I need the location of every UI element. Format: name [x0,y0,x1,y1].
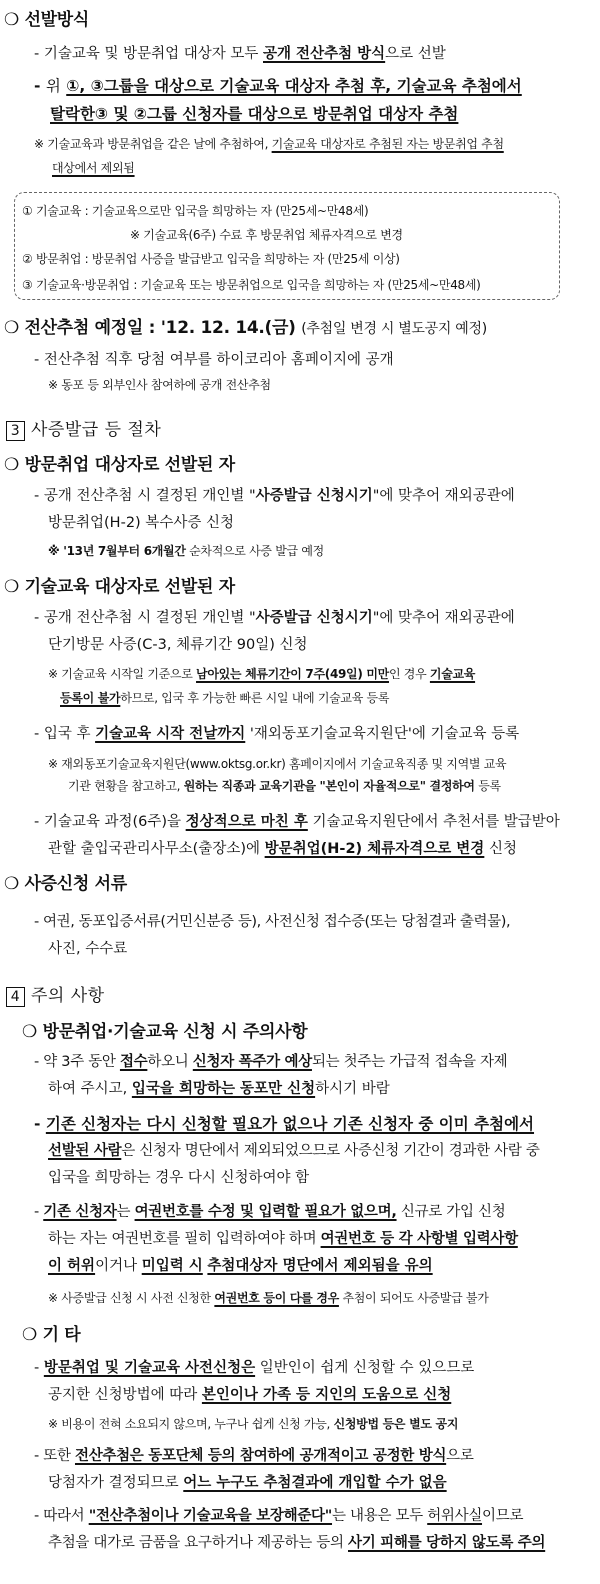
note-line: ※ 비용이 전혀 소요되지 않으며, 누구나 쉽게 신청 가능, 신청방법 등은 별도 공지 [48,1417,459,1431]
section-3-heading: 3 사증발급 등 절차 [6,420,161,441]
body-line: - 여권, 동포입증서류(거민신분증 등), 사전신청 접수증(또는 당첨결과 출력물), [34,914,511,930]
subsection-heading: ❍ 사증신청 서류 [4,874,127,894]
subsection-heading: ❍ 방문취업 대상자로 선발된 자 [4,455,235,475]
body-line: 하여 주시고, 입국을 희망하는 동포만 신청하시기 바람 [48,1081,390,1097]
note-line: ※ 동포 등 외부인사 참여하에 공개 전산추첨 [48,378,271,392]
body-line: 당첨자가 결정되므로 어느 누구도 추첨결과에 개입할 수가 없음 [48,1475,447,1491]
body-line: - 입국 후 기술교육 시작 전날까지 '재외동포기술교육지원단'에 기술교육 등록 [34,726,520,742]
circle-bullet-icon: ❍ [4,318,25,338]
note-line: ※ 사증발급 신청 시 사전 신청한 여권번호 등이 다를 경우 추첨이 되어도 사증발급 불가 [48,1291,489,1305]
section-number-box: 4 [6,987,25,1007]
body-line: 관할 출입국관리사무소(출장소)에 방문취업(H-2) 체류자격으로 변경 신청 [48,841,517,857]
group-2-line: ② 방문취업 : 방문취업 사증을 발급받고 입국을 희망하는 자 (만25세 이상) [22,252,400,266]
note-line: ※ '13년 7월부터 6개월간 순차적으로 사증 발급 예정 [48,544,324,558]
body-line: - 전산추첨 직후 당첨 여부를 하이코리아 홈페이지에 공개 [34,352,394,368]
body-line: 단기방문 사증(C-3, 체류기간 90일) 신청 [48,637,308,653]
body-line: - 위 ①, ③그룹을 대상으로 기술교육 대상자 추첨 후, 기술교육 추첨에서 [34,77,522,95]
body-line: - 약 3주 동안 접수하오니 신청자 폭주가 예상되는 첫주는 가급적 접속을 자제 [34,1054,508,1070]
body-line: - 방문취업 및 기술교육 사전신청은 일반인이 쉽게 신청할 수 있으므로 [34,1360,475,1376]
subsection-heading: ❍ 기술교육 대상자로 선발된 자 [4,577,235,597]
note-line: 대상에서 제외됨 [52,161,135,175]
subsection-heading: ❍ 방문취업·기술교육 신청 시 주의사항 [22,1022,308,1042]
body-line: - 기존 신청자는 여권번호를 수정 및 입력할 필요가 없으며, 신규로 가입 신청 [34,1204,506,1220]
subsection-heading: ❍ 기 타 [22,1325,81,1345]
note-line: 기관 현황을 참고하고, 원하는 직종과 교육기관을 "본인이 자율적으로" 결정하여 등록 [68,779,501,793]
body-line: - 기술교육 과정(6주)을 정상적으로 마친 후 기술교육지원단에서 추천서를 발급받아 [34,814,560,830]
body-line: - 공개 전산추첨 시 결정된 개인별 "사증발급 신청시기"에 맞추어 재외공관에 [34,488,515,504]
body-line: - 또한 전산추첨은 동포단체 등의 참여하에 공개적이고 공정한 방식으로 [34,1448,474,1464]
circle-bullet-icon: ❍ [4,874,25,894]
body-line: 선발된 사람은 신청자 명단에서 제외되었으므로 사증신청 기간이 경과한 사람 중 [48,1143,540,1159]
note-line: ※ 기술교육 시작일 기준으로 남아있는 체류기간이 7주(49일) 미만인 경우 기술교육 [48,667,476,681]
section-heading: ❍ 선발방식 [4,10,90,30]
body-line: 방문취업(H-2) 복수사증 신청 [48,515,234,531]
section-4-heading: 4 주의 사항 [6,986,105,1007]
body-line: - 기술교육 및 방문취업 대상자 모두 공개 전산추첨 방식으로 선발 [34,46,446,62]
circle-bullet-icon: ❍ [4,455,25,475]
circle-bullet-icon: ❍ [4,577,25,597]
body-line: - 기존 신청자는 다시 신청할 필요가 없으나 기존 신청자 중 이미 추첨에서 [34,1115,535,1133]
note-line: 등록이 불가하므로, 입국 후 가능한 빠른 시일 내에 기술교육 등록 [60,691,390,705]
section-heading: ❍ 전산추첨 예정일 : '12. 12. 14.(금) (추첨일 변경 시 별도공지 예정) [4,318,487,338]
body-line: - 따라서 "전산추첨이나 기술교육을 보장해준다"는 내용은 모두 허위사실이므로 [34,1508,524,1524]
section-number-box: 3 [6,421,25,441]
body-line: 탈락한③ 및 ②그룹 신청자를 대상으로 방문취업 대상자 추첨 [50,105,459,123]
body-line: - 공개 전산추첨 시 결정된 개인별 "사증발급 신청시기"에 맞추어 재외공관에 [34,610,515,626]
group-3-line: ③ 기술교육·방문취업 : 기술교육 또는 방문취업으로 입국을 희망하는 자 (만25세~만48세) [22,278,481,292]
note-line: ※ 기술교육과 방문취업을 같은 날에 추첨하여, 기술교육 대상자로 추첨된 자는 방문취업 추첨 [34,137,504,151]
circle-bullet-icon: ❍ [22,1325,43,1345]
body-line: 이 허위이거나 미입력 시 추첨대상자 명단에서 제외됨을 유의 [48,1258,433,1274]
group-1-note: ※ 기술교육(6주) 수료 후 방문취업 체류자격으로 변경 [130,228,403,242]
body-line: 하는 자는 여권번호를 필히 입력하여야 하며 여권번호 등 각 사항별 입력사항 [48,1231,518,1247]
body-line: 사진, 수수료 [48,941,128,957]
body-line: 입국을 희망하는 경우 다시 신청하여야 함 [48,1170,310,1186]
body-line: 추첨을 대가로 금품을 요구하거나 제공하는 등의 사기 피해를 당하지 않도록 주의 [48,1535,546,1551]
body-line: 공지한 신청방법에 따라 본인이나 가족 등 지인의 도움으로 신청 [48,1387,452,1403]
group-1-line: ① 기술교육 : 기술교육으로만 입국을 희망하는 자 (만25세~만48세) [22,204,369,218]
circle-bullet-icon: ❍ [22,1022,43,1042]
circle-bullet-icon: ❍ [4,10,25,30]
note-line: ※ 재외동포기술교육지원단(www.oktsg.or.kr) 홈페이지에서 기술교육직종 및 지역별 교육 [48,757,507,771]
